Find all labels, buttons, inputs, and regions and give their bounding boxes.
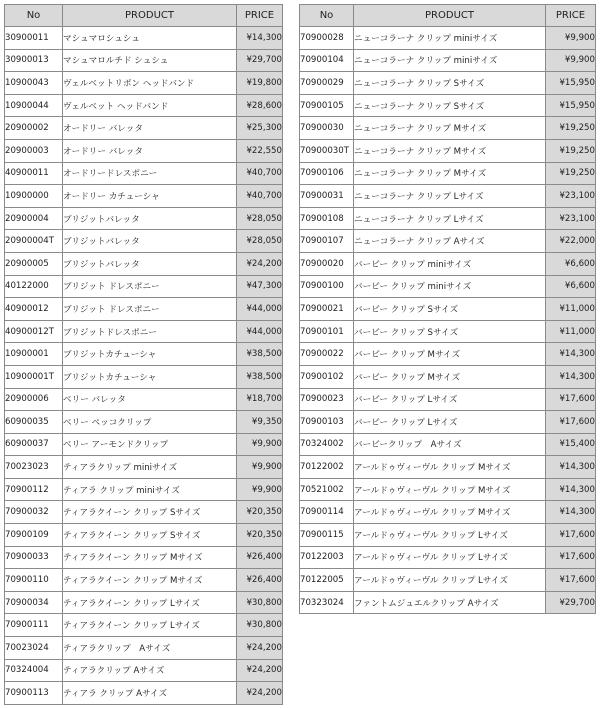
product-price: ¥9,900 xyxy=(546,27,596,50)
header-product: PRODUCT xyxy=(63,5,237,27)
product-name: アールドゥヴィーヴル クリップ Mサイズ xyxy=(354,501,546,524)
product-price: ¥19,250 xyxy=(546,162,596,185)
table-row xyxy=(300,49,596,72)
product-name: ニューコラーナ クリップ miniサイズ xyxy=(354,27,546,50)
table-row xyxy=(5,501,283,524)
product-number: 40900011 xyxy=(5,162,63,185)
product-number: 70122005 xyxy=(300,569,354,592)
table-row xyxy=(300,94,596,117)
table-row xyxy=(5,365,283,388)
product-price: ¥22,550 xyxy=(237,139,283,162)
product-price: ¥38,500 xyxy=(237,365,283,388)
table-body xyxy=(5,27,283,705)
product-name: ティアラクイーン クリップ Sサイズ xyxy=(63,501,237,524)
product-number: 70900109 xyxy=(5,524,63,547)
product-name: ヴェルベット ヘッドバンド xyxy=(63,94,237,117)
product-number: 40122000 xyxy=(5,275,63,298)
product-number: 70122003 xyxy=(300,546,354,569)
product-name: バービー クリップ Lサイズ xyxy=(354,411,546,434)
table-row xyxy=(5,682,283,705)
product-price: ¥28,600 xyxy=(237,94,283,117)
product-name: バービー クリップ miniサイズ xyxy=(354,252,546,275)
product-number: 20900004T xyxy=(5,230,63,253)
table-row xyxy=(300,365,596,388)
table-row xyxy=(300,569,596,592)
table-row xyxy=(300,185,596,208)
table-row xyxy=(300,343,596,366)
product-number: 70023024 xyxy=(5,637,63,660)
table-row xyxy=(5,456,283,479)
table-row xyxy=(300,433,596,456)
product-name: ベリー アーモンドクリップ xyxy=(63,433,237,456)
table-row xyxy=(5,162,283,185)
product-number: 10900043 xyxy=(5,72,63,95)
table-row xyxy=(300,275,596,298)
product-name: ニューコラーナ クリップ Sサイズ xyxy=(354,72,546,95)
product-price: ¥17,600 xyxy=(546,546,596,569)
product-number: 70323024 xyxy=(300,591,354,614)
price-table-right xyxy=(299,4,596,614)
product-price: ¥20,350 xyxy=(237,524,283,547)
product-price: ¥23,100 xyxy=(546,207,596,230)
product-name: ベリー ペッコクリップ xyxy=(63,411,237,434)
product-number: 60900035 xyxy=(5,411,63,434)
product-number: 70900115 xyxy=(300,524,354,547)
table-row xyxy=(300,501,596,524)
product-price: ¥9,900 xyxy=(237,456,283,479)
product-number: 70900029 xyxy=(300,72,354,95)
product-number: 20900005 xyxy=(5,252,63,275)
product-price: ¥38,500 xyxy=(237,343,283,366)
product-name: ブリジットバレッタ xyxy=(63,207,237,230)
product-price: ¥24,200 xyxy=(237,252,283,275)
product-number: 70900105 xyxy=(300,94,354,117)
table-row xyxy=(5,72,283,95)
product-price: ¥14,300 xyxy=(546,343,596,366)
product-name: ティアラ クリップ Aサイズ xyxy=(63,682,237,705)
product-name: ニューコラーナ クリップ Aサイズ xyxy=(354,230,546,253)
product-name: ニューコラーナ クリップ Mサイズ xyxy=(354,117,546,140)
product-price: ¥28,050 xyxy=(237,207,283,230)
table-row xyxy=(5,524,283,547)
product-number: 70023023 xyxy=(5,456,63,479)
table-row xyxy=(5,637,283,660)
product-name: アールドゥヴィーヴル クリップ Lサイズ xyxy=(354,569,546,592)
product-number: 40900012 xyxy=(5,298,63,321)
product-number: 60900037 xyxy=(5,433,63,456)
product-price: ¥9,900 xyxy=(237,478,283,501)
table-row xyxy=(300,139,596,162)
product-name: バービー クリップ Mサイズ xyxy=(354,343,546,366)
product-price: ¥25,300 xyxy=(237,117,283,140)
product-number: 70900030 xyxy=(300,117,354,140)
table-row xyxy=(300,411,596,434)
product-number: 70900030T xyxy=(300,139,354,162)
product-name: ニューコラーナ クリップ Sサイズ xyxy=(354,94,546,117)
table-row xyxy=(5,659,283,682)
table-row xyxy=(300,546,596,569)
product-name: ベリー バレッタ xyxy=(63,388,237,411)
product-name: アールドゥヴィーヴル クリップ Mサイズ xyxy=(354,456,546,479)
product-name: ティアラクリップ miniサイズ xyxy=(63,456,237,479)
product-number: 70900021 xyxy=(300,298,354,321)
product-number: 70900107 xyxy=(300,230,354,253)
product-name: ブリジット ドレスポニー xyxy=(63,275,237,298)
product-name: オードリー バレッタ xyxy=(63,139,237,162)
table-row xyxy=(5,546,283,569)
product-price: ¥26,400 xyxy=(237,546,283,569)
table-row xyxy=(300,524,596,547)
table-body xyxy=(300,27,596,614)
product-number: 70900023 xyxy=(300,388,354,411)
product-name: ニューコラーナ クリップ Lサイズ xyxy=(354,207,546,230)
product-name: ブリジットバレッタ xyxy=(63,230,237,253)
product-name: ブリジットバレッタ xyxy=(63,252,237,275)
product-name: バービークリップ Aサイズ xyxy=(354,433,546,456)
table-row xyxy=(300,298,596,321)
product-price: ¥28,050 xyxy=(237,230,283,253)
product-number: 20900002 xyxy=(5,117,63,140)
table-row xyxy=(5,614,283,637)
product-number: 70900033 xyxy=(5,546,63,569)
product-price: ¥17,600 xyxy=(546,388,596,411)
product-price: ¥14,300 xyxy=(237,27,283,50)
product-number: 20900006 xyxy=(5,388,63,411)
product-price: ¥40,700 xyxy=(237,162,283,185)
product-name: ティアラクイーン クリップ Sサイズ xyxy=(63,524,237,547)
product-name: ティアラクイーン クリップ Lサイズ xyxy=(63,614,237,637)
product-name: ティアラ クリップ miniサイズ xyxy=(63,478,237,501)
product-name: バービー クリップ Mサイズ xyxy=(354,365,546,388)
product-price: ¥26,400 xyxy=(237,569,283,592)
table-row xyxy=(5,185,283,208)
product-price: ¥19,250 xyxy=(546,117,596,140)
product-price: ¥17,600 xyxy=(546,524,596,547)
product-name: バービー クリップ Sサイズ xyxy=(354,298,546,321)
product-price: ¥15,950 xyxy=(546,94,596,117)
header-price: PRICE xyxy=(546,5,596,27)
product-name: ニューコラーナ クリップ miniサイズ xyxy=(354,49,546,72)
product-number: 40900012T xyxy=(5,320,63,343)
product-price: ¥17,600 xyxy=(546,569,596,592)
table-row xyxy=(300,591,596,614)
product-name: バービー クリップ miniサイズ xyxy=(354,275,546,298)
product-name: ティアラクリップ Aサイズ xyxy=(63,659,237,682)
table-row xyxy=(5,388,283,411)
price-table-left xyxy=(4,4,283,705)
product-price: ¥14,300 xyxy=(546,478,596,501)
header-no: No xyxy=(300,5,354,27)
product-number: 10900000 xyxy=(5,185,63,208)
product-price: ¥14,300 xyxy=(546,365,596,388)
product-name: バービー クリップ Lサイズ xyxy=(354,388,546,411)
product-price: ¥15,950 xyxy=(546,72,596,95)
product-price: ¥9,900 xyxy=(546,49,596,72)
product-price: ¥22,000 xyxy=(546,230,596,253)
product-price: ¥30,800 xyxy=(237,614,283,637)
table-row xyxy=(5,230,283,253)
product-number: 70324002 xyxy=(300,433,354,456)
table-row xyxy=(5,433,283,456)
table-row xyxy=(300,117,596,140)
table-row xyxy=(300,252,596,275)
product-price: ¥29,700 xyxy=(546,591,596,614)
table-row xyxy=(300,230,596,253)
product-price: ¥6,600 xyxy=(546,275,596,298)
header-product: PRODUCT xyxy=(354,5,546,27)
table-row xyxy=(5,478,283,501)
product-number: 70900034 xyxy=(5,591,63,614)
product-price: ¥19,250 xyxy=(546,139,596,162)
product-name: バービー クリップ Sサイズ xyxy=(354,320,546,343)
table-row xyxy=(5,591,283,614)
product-price: ¥40,700 xyxy=(237,185,283,208)
product-number: 70900100 xyxy=(300,275,354,298)
product-number: 20900004 xyxy=(5,207,63,230)
product-price: ¥24,200 xyxy=(237,659,283,682)
product-name: マシュマロルチド シュシュ xyxy=(63,49,237,72)
product-number: 70900102 xyxy=(300,365,354,388)
product-name: アールドゥヴィーヴル クリップ Lサイズ xyxy=(354,524,546,547)
product-number: 70122002 xyxy=(300,456,354,479)
product-number: 70900114 xyxy=(300,501,354,524)
product-price: ¥19,800 xyxy=(237,72,283,95)
table-row xyxy=(300,456,596,479)
product-number: 70900111 xyxy=(5,614,63,637)
product-name: ブリジット ドレスポニー xyxy=(63,298,237,321)
table-row xyxy=(300,388,596,411)
product-price: ¥15,400 xyxy=(546,433,596,456)
product-name: ヴェルベットリボン ヘッドバンド xyxy=(63,72,237,95)
product-number: 70900022 xyxy=(300,343,354,366)
product-number: 70900101 xyxy=(300,320,354,343)
product-number: 70900113 xyxy=(5,682,63,705)
product-price: ¥18,700 xyxy=(237,388,283,411)
product-price: ¥30,800 xyxy=(237,591,283,614)
product-price: ¥9,350 xyxy=(237,411,283,434)
product-number: 70900028 xyxy=(300,27,354,50)
product-number: 20900003 xyxy=(5,139,63,162)
table-row xyxy=(5,411,283,434)
table-row xyxy=(5,94,283,117)
product-number: 30900011 xyxy=(5,27,63,50)
product-number: 70900032 xyxy=(5,501,63,524)
table-row xyxy=(5,275,283,298)
product-price: ¥20,350 xyxy=(237,501,283,524)
table-row xyxy=(5,49,283,72)
table-header-row xyxy=(5,5,283,27)
table-row xyxy=(300,207,596,230)
product-name: ティアラクリップ Aサイズ xyxy=(63,637,237,660)
product-price: ¥44,000 xyxy=(237,298,283,321)
product-number: 70521002 xyxy=(300,478,354,501)
product-number: 10900001 xyxy=(5,343,63,366)
product-name: ニューコラーナ クリップ Lサイズ xyxy=(354,185,546,208)
product-number: 70900104 xyxy=(300,49,354,72)
product-number: 70900031 xyxy=(300,185,354,208)
product-price: ¥17,600 xyxy=(546,411,596,434)
table-row xyxy=(5,343,283,366)
product-number: 70900110 xyxy=(5,569,63,592)
table-row xyxy=(5,569,283,592)
table-header-row xyxy=(300,5,596,27)
product-name: オードリー バレッタ xyxy=(63,117,237,140)
product-name: ニューコラーナ クリップ Mサイズ xyxy=(354,162,546,185)
product-name: ティアラクイーン クリップ Mサイズ xyxy=(63,569,237,592)
product-number: 70900103 xyxy=(300,411,354,434)
product-name: ニューコラーナ クリップ Mサイズ xyxy=(354,139,546,162)
header-no: No xyxy=(5,5,63,27)
product-number: 30900013 xyxy=(5,49,63,72)
product-price: ¥11,000 xyxy=(546,320,596,343)
table-row xyxy=(5,320,283,343)
product-name: オードリー カチューシャ xyxy=(63,185,237,208)
table-row xyxy=(5,27,283,50)
table-row xyxy=(5,117,283,140)
product-name: ブリジットカチューシャ xyxy=(63,343,237,366)
product-name: ブリジットカチューシャ xyxy=(63,365,237,388)
product-name: アールドゥヴィーヴル クリップ Lサイズ xyxy=(354,546,546,569)
product-price: ¥24,200 xyxy=(237,682,283,705)
table-row xyxy=(300,478,596,501)
product-price: ¥14,300 xyxy=(546,501,596,524)
product-number: 70900020 xyxy=(300,252,354,275)
product-name: ティアラクイーン クリップ Mサイズ xyxy=(63,546,237,569)
table-row xyxy=(5,139,283,162)
product-name: アールドゥヴィーヴル クリップ Mサイズ xyxy=(354,478,546,501)
product-name: ブリジットドレスポニー xyxy=(63,320,237,343)
table-row xyxy=(5,298,283,321)
product-number: 10900044 xyxy=(5,94,63,117)
table-row xyxy=(5,207,283,230)
product-price: ¥44,000 xyxy=(237,320,283,343)
product-name: ファントムジュエルクリップ Aサイズ xyxy=(354,591,546,614)
product-price: ¥6,600 xyxy=(546,252,596,275)
product-name: ティアラクイーン クリップ Lサイズ xyxy=(63,591,237,614)
table-row xyxy=(300,27,596,50)
product-name: オードリードレスポニー xyxy=(63,162,237,185)
header-price: PRICE xyxy=(237,5,283,27)
product-number: 70900108 xyxy=(300,207,354,230)
table-row xyxy=(300,72,596,95)
table-row xyxy=(5,252,283,275)
product-price: ¥29,700 xyxy=(237,49,283,72)
product-name: マシュマロシュシュ xyxy=(63,27,237,50)
product-price: ¥14,300 xyxy=(546,456,596,479)
product-price: ¥11,000 xyxy=(546,298,596,321)
product-price: ¥23,100 xyxy=(546,185,596,208)
product-price: ¥47,300 xyxy=(237,275,283,298)
product-number: 70324004 xyxy=(5,659,63,682)
product-price: ¥24,200 xyxy=(237,637,283,660)
product-number: 10900001T xyxy=(5,365,63,388)
table-row xyxy=(300,162,596,185)
product-number: 70900112 xyxy=(5,478,63,501)
product-price: ¥9,900 xyxy=(237,433,283,456)
table-row xyxy=(300,320,596,343)
product-number: 70900106 xyxy=(300,162,354,185)
